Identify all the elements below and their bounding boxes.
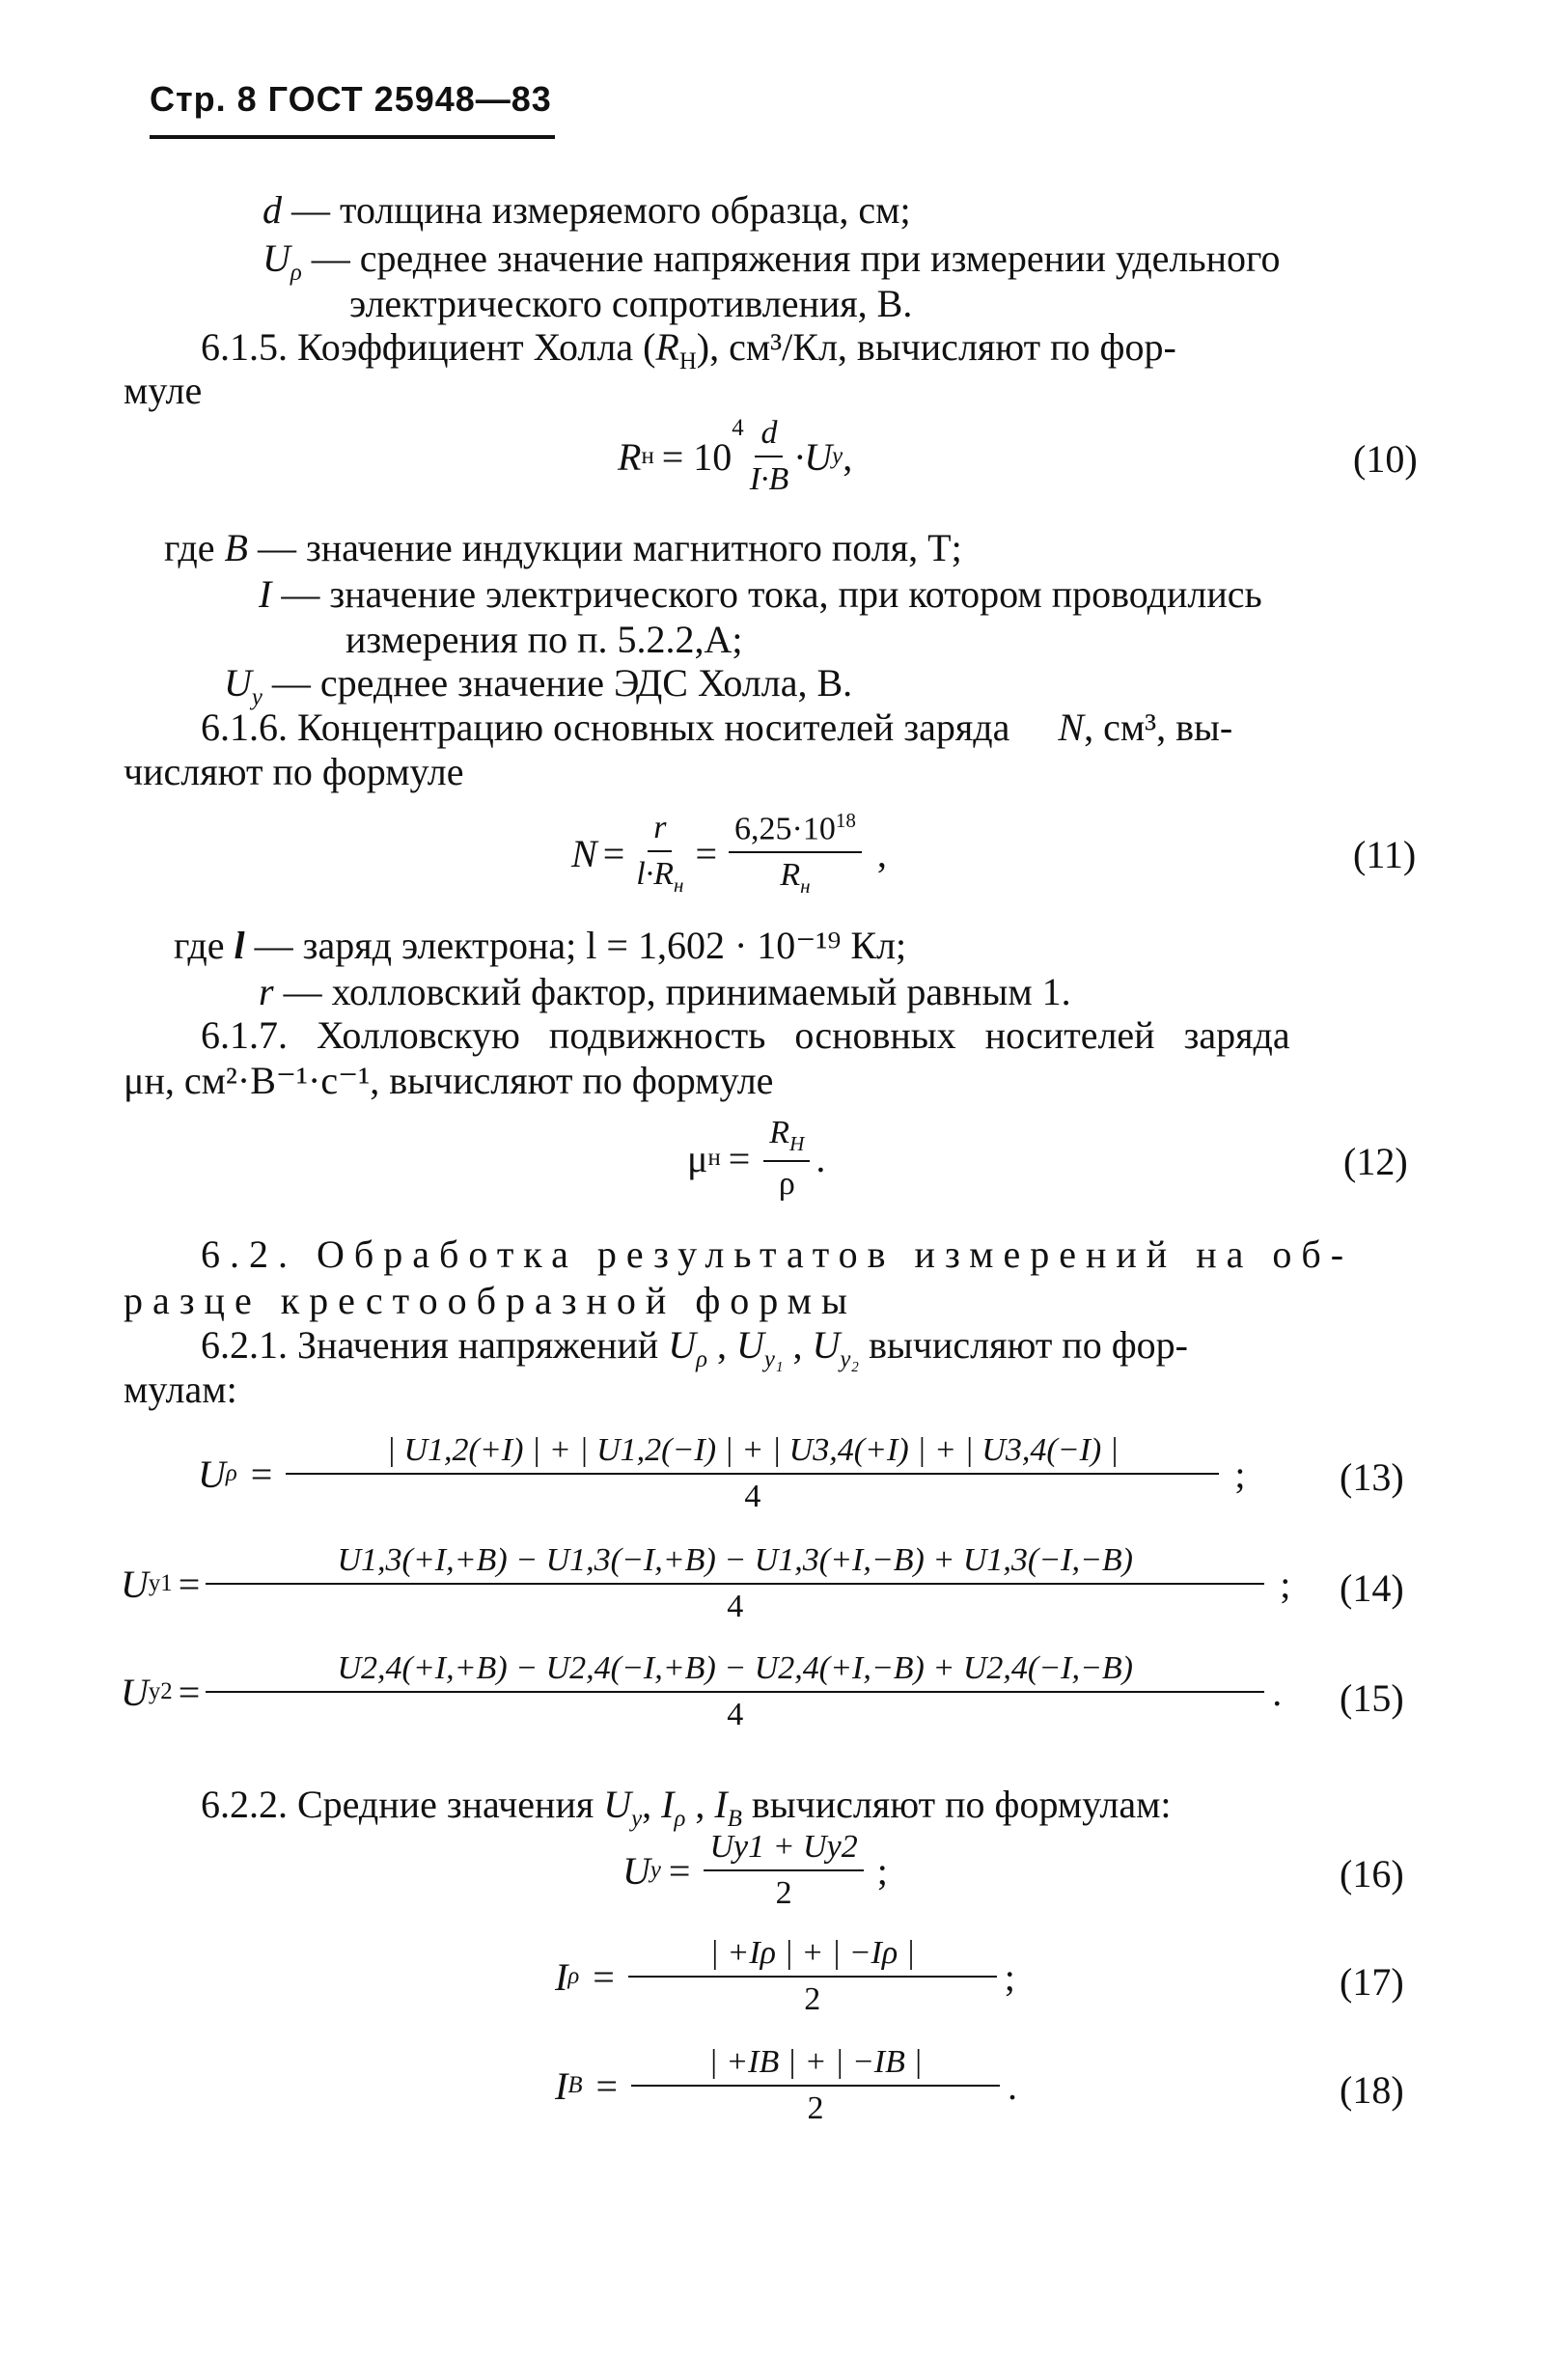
eq11-den1-main: l·R [636, 856, 674, 893]
def-r [259, 970, 1071, 1013]
uy-text: — среднее значение ЭДС Холла, В. [271, 661, 853, 705]
def-b [164, 526, 962, 569]
sec-621-uy2-sym: U [812, 1323, 841, 1367]
eq11-den2-main: R [780, 857, 801, 894]
sec-617-line2: μн, см²·В⁻¹·с⁻¹, вычисляют по формуле [124, 1059, 774, 1102]
equation-14 [121, 1542, 1290, 1625]
eq12-num-sub: H [789, 1131, 805, 1155]
equation-16 [622, 1829, 888, 1912]
sec-616-text1: 6.1.6. Концентрацию основных носителей заряда [201, 706, 1010, 749]
eq12-tail: . [815, 1136, 826, 1180]
eq12-lhs-sub: н [707, 1145, 721, 1172]
eq13-eq: = [250, 1452, 273, 1496]
eq14-lhs: U [121, 1562, 149, 1606]
sec-622-ip: $I_\rho$ [661, 1783, 686, 1832]
sec-622-text2: вычисляют по формулам: [751, 1783, 1172, 1826]
rh-symbol: R [655, 325, 679, 369]
eq11-den1 [636, 852, 683, 898]
equation-11 [571, 809, 887, 899]
eq13-number: (13) [1340, 1455, 1404, 1499]
sec-615-text1: 6.1.5. Коэффициент Холла ( [201, 325, 656, 369]
i-text: — значение электрического тока, при котором проводились [281, 572, 1262, 616]
sec-621-uy2: $U_{y_2}$ [812, 1323, 860, 1372]
eq17-tail: ; [1004, 1954, 1015, 1999]
eq11-den2 [780, 853, 810, 899]
eq10-denominator: I·B [749, 461, 789, 497]
eq11-lhs: N [571, 832, 597, 876]
sec-615-text2: ), см³/Кл, вычисляют по фор- [696, 325, 1176, 369]
equation-10 [618, 415, 852, 498]
d-symbol: d [263, 188, 282, 232]
eq16-lhs-sub: y [650, 1857, 661, 1883]
eq16-number: (16) [1340, 1852, 1404, 1896]
eq10-lhs-sub: н [641, 443, 654, 469]
eq15-fraction [211, 1650, 1258, 1733]
sec-621-line2: мулам: [124, 1368, 237, 1411]
def-up-cont: электрического сопротивления, В. [349, 282, 913, 325]
where-11: где [174, 924, 225, 967]
sec-622-ib: $I_B$ [714, 1783, 742, 1832]
eq16-eq: = [668, 1848, 691, 1893]
def-uy [224, 661, 853, 710]
sec-621-uy1: $U_{y_1}$ [736, 1323, 784, 1372]
def-up [263, 236, 1281, 286]
sec-615-line2: муле [124, 369, 203, 412]
eq11-num2-main: 6,25·10 [734, 811, 836, 847]
i-symbol: I [259, 572, 272, 616]
uy-subscript: y [251, 684, 263, 710]
eq15-lhs-sub: y2 [148, 1678, 173, 1704]
sec-622-uy-sym: U [603, 1783, 632, 1826]
eq11-fraction-1 [636, 810, 683, 898]
eq10-mult: ·U [794, 434, 833, 479]
sec-62-line1: 6.2. Обработка результатов измерений на об- [201, 1232, 1354, 1276]
up-text: — среднее значение напряжения при измерении удельного [311, 236, 1281, 280]
sec-622-uy: $U_y$ [603, 1783, 643, 1832]
eq18-eq: = [595, 2063, 619, 2108]
eq12-number: (12) [1343, 1140, 1408, 1183]
eq11-num2 [729, 809, 862, 853]
eq11-num2-exp: 18 [835, 809, 856, 832]
eq13-lhs-sub: ρ [225, 1460, 237, 1486]
eq13-denominator: 4 [744, 1479, 761, 1514]
eq15-denominator: 4 [727, 1697, 744, 1732]
eq12-denominator: ρ [778, 1165, 795, 1202]
eq10-number: (10) [1353, 437, 1418, 481]
eq10-tail: , [843, 434, 853, 479]
page-header: Стр. 8 ГОСТ 25948—83 [150, 79, 552, 119]
sec-62-line2: разце крестообразной формы [124, 1279, 857, 1322]
eq10-eq: = 10 [661, 434, 733, 479]
eq10-fraction [750, 415, 789, 498]
sec-616-line1 [201, 708, 1232, 747]
eq14-number: (14) [1340, 1566, 1404, 1610]
n-symbol: N [1058, 706, 1085, 749]
equation-12 [687, 1115, 825, 1203]
equation-15 [121, 1650, 1282, 1733]
equation-18 [555, 2044, 1017, 2127]
eq12-num-main: R [769, 1115, 790, 1150]
eq17-denominator: 2 [804, 1981, 821, 2017]
sec-621-up-sym: U [668, 1323, 697, 1367]
eq10-mult-sub: y [832, 443, 843, 469]
eq16-lhs: U [622, 1848, 650, 1893]
eq13-fraction [291, 1432, 1213, 1515]
eq18-number: (18) [1340, 2068, 1404, 2112]
def-i [259, 572, 1262, 616]
eq11-num1: r [648, 810, 672, 852]
sec-621-text1: 6.2.1. Значения напряжений [201, 1323, 659, 1367]
eq10-numerator: d [755, 415, 783, 457]
eq11-number: (11) [1353, 833, 1417, 876]
eq11-tail: , [876, 832, 887, 876]
eq14-tail: ; [1280, 1562, 1291, 1606]
sec-621-up: $U_\rho$ [668, 1323, 707, 1372]
eq17-number: (17) [1340, 1960, 1404, 2004]
sec-621-text2: вычисляют по фор- [869, 1323, 1188, 1367]
def-d [263, 188, 911, 232]
rh-subscript: Н [678, 348, 697, 374]
eq17-numerator: | +Iρ | + | −Iρ | [628, 1935, 997, 1978]
eq11-fraction-2 [729, 809, 862, 899]
d-text: — толщина измеряемого образца, см; [291, 188, 911, 232]
eq14-numerator: U1,3(+I,+B) − U1,3(−I,+B) − U1,3(+I,−B) + U1,3(−I,−B) [206, 1542, 1264, 1585]
r-text: — холловский фактор, принимаемый равным 1. [283, 970, 1071, 1013]
equation-17 [555, 1935, 1015, 2018]
r-symbol: r [259, 970, 274, 1013]
up-symbol: U [263, 236, 290, 280]
def-i-cont: измерения по п. 5.2.2,А; [346, 618, 743, 661]
eq17-fraction [634, 1935, 991, 2018]
eq18-fraction [637, 2044, 994, 2127]
l-value: l = 1,602 · 10⁻¹⁹ Кл; [586, 924, 907, 967]
eq18-denominator: 2 [807, 2090, 824, 2126]
l-symbol: l [234, 924, 245, 967]
eq18-numerator: | +IB | + | −IB | [631, 2044, 1000, 2087]
eq17-lhs: I [555, 1954, 568, 1999]
eq15-numerator: U2,4(+I,+B) − U2,4(−I,+B) − U2,4(+I,−B) + U2,4(−I,−B) [206, 1650, 1264, 1693]
b-symbol: B [224, 526, 248, 569]
uy-symbol: U [224, 661, 252, 705]
eq18-tail: . [1008, 2063, 1018, 2108]
sec-615-line1 [201, 325, 1176, 374]
b-text: — значение индукции магнитного поля, Т; [257, 526, 962, 569]
header-rule [150, 135, 555, 139]
up-subscript: ρ [290, 260, 302, 286]
eq16-fraction [704, 1829, 863, 1912]
eq12-eq: = [728, 1136, 751, 1180]
sec-621-uy1-sym: U [736, 1323, 764, 1367]
eq10-lhs: R [618, 434, 642, 479]
eq18-lhs-sub: B [567, 2072, 583, 2098]
where-10: где [164, 526, 215, 569]
eq15-eq: = [178, 1670, 201, 1714]
eq14-denominator: 4 [727, 1589, 744, 1624]
eq16-denominator: 2 [775, 1875, 792, 1911]
l-text: — заряд электрона; [254, 924, 577, 967]
eq16-tail: ; [876, 1848, 888, 1893]
eq14-eq: = [178, 1562, 201, 1606]
eq13-lhs: U [198, 1452, 226, 1496]
eq12-fraction [763, 1115, 810, 1203]
eq12-lhs: μ [687, 1136, 708, 1180]
eq15-number: (15) [1340, 1676, 1404, 1720]
eq15-lhs: U [121, 1670, 149, 1714]
eq11-den2-sub: н [800, 874, 811, 899]
eq18-lhs: I [555, 2063, 568, 2108]
sec-622-text1: 6.2.2. Средние значения [201, 1783, 594, 1826]
sec-622-line1: 6.2.2. Средние значения $U_y$, $I_\rho$ , $I_B$ вычисляют по формулам: [201, 1783, 1172, 1832]
sec-621-line1: 6.2.1. Значения напряжений $U_\rho$ , $U_{y_1}$ , $U_{y_2}$ вычисляют по фор- [201, 1323, 1188, 1372]
sec-617-line1: 6.1.7. Холловскую подвижность основных носителей заряда [201, 1013, 1290, 1057]
eq10-exp: 4 [732, 415, 744, 441]
eq14-fraction [211, 1542, 1258, 1625]
eq14-lhs-sub: y1 [148, 1570, 173, 1596]
eq11-eq1: = [602, 832, 625, 876]
eq11-eq2: = [695, 832, 717, 876]
def-l [174, 924, 907, 967]
eq12-numerator [763, 1115, 810, 1162]
eq16-numerator: Uy1 + Uy2 [704, 1829, 863, 1871]
equation-13 [198, 1432, 1245, 1515]
eq17-lhs-sub: ρ [567, 1963, 580, 1989]
sec-616-line2: числяют по формуле [124, 750, 464, 793]
eq13-numerator: | U1,2(+I) | + | U1,2(−I) | + | U3,4(+I) | + | U3,4(−I) | [286, 1432, 1219, 1475]
eq15-tail: . [1272, 1670, 1283, 1714]
eq11-den1-sub: н [673, 872, 684, 897]
eq13-tail: ; [1234, 1452, 1246, 1496]
sec-616-text2: , см³, вы- [1084, 706, 1233, 749]
eq17-eq: = [593, 1954, 615, 1999]
